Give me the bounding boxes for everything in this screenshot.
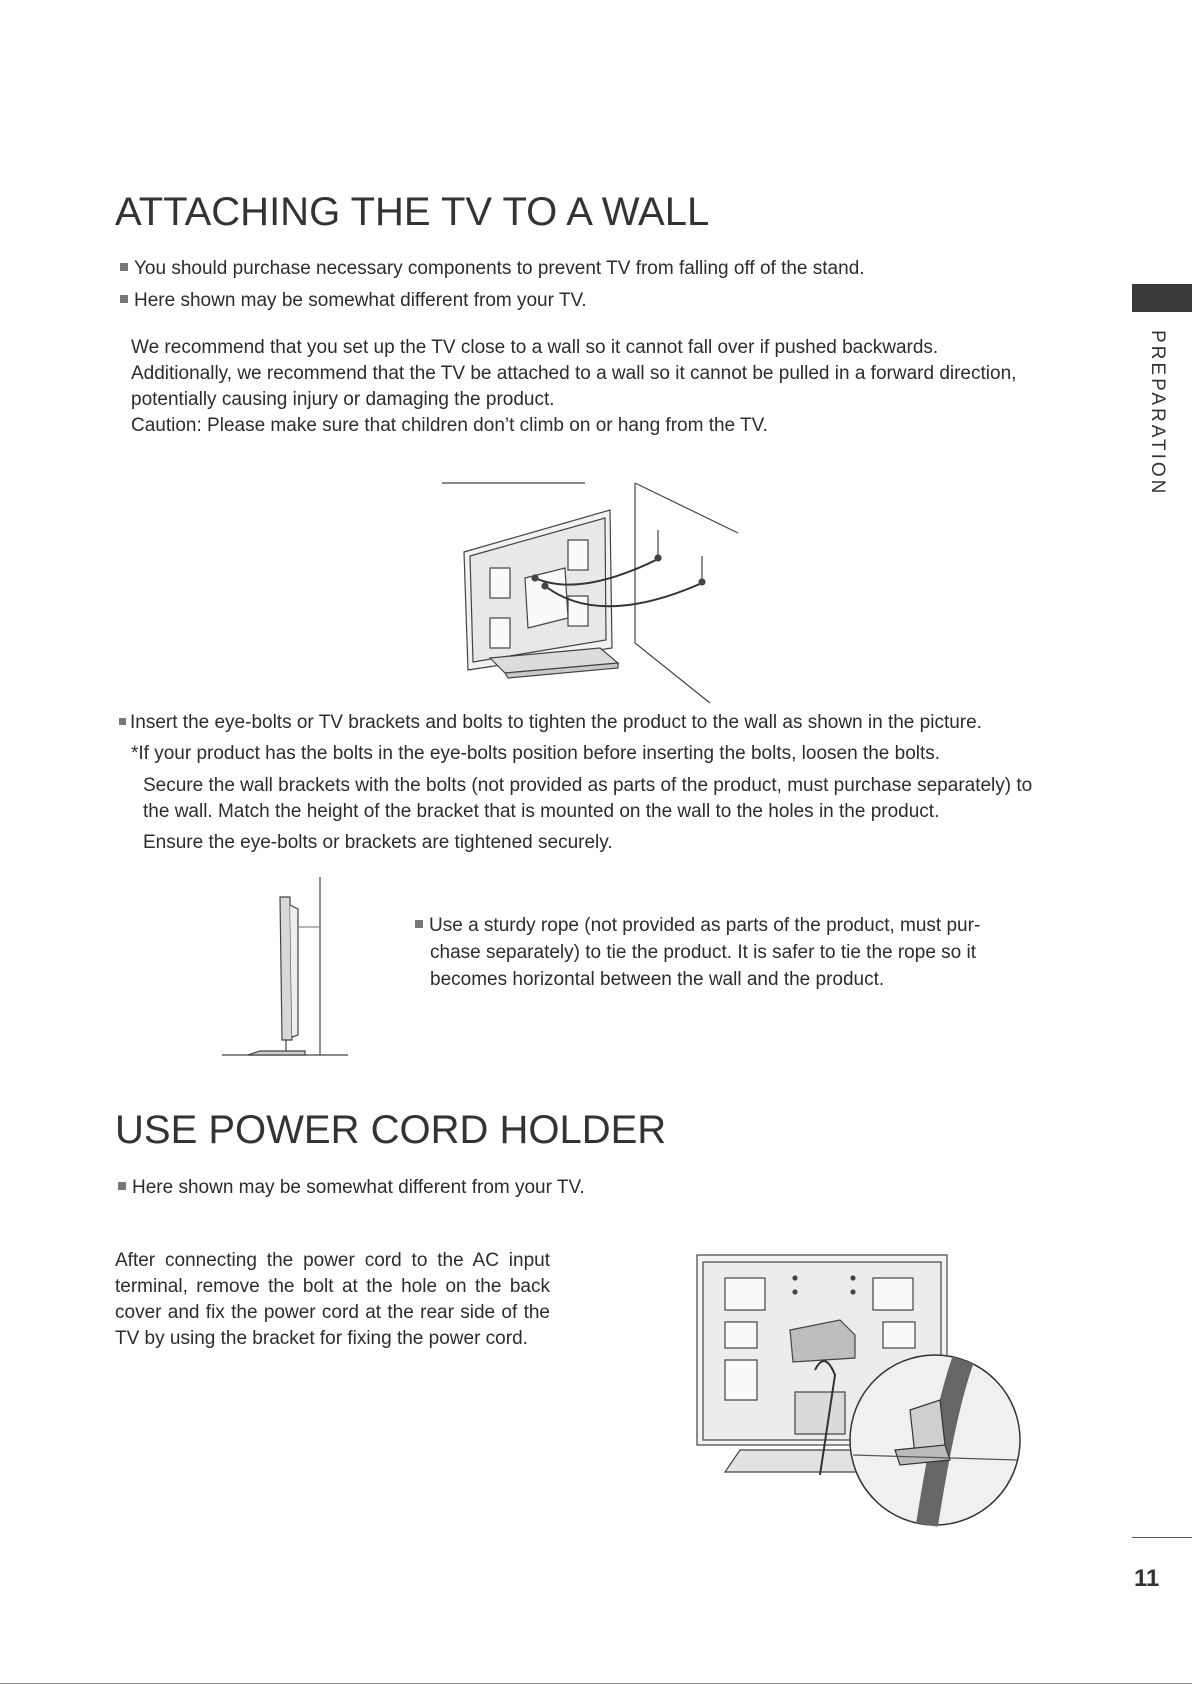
section-title-wall: ATTACHING THE TV TO A WALL (115, 190, 710, 234)
square-bullet-icon (118, 1182, 126, 1190)
page-number-rule (1132, 1537, 1192, 1538)
bullet-item: Here shown may be somewhat different from your TV. (120, 290, 587, 312)
bottom-border (0, 1683, 1192, 1684)
square-bullet-icon (120, 295, 128, 303)
cord-paragraph: After connecting the power cord to the AC input terminal, remove the bolt at the hole on the back cover and fix the power cord at the rear side of the TV by using the bracket for fixing the power cord. (115, 1250, 550, 1349)
bullet-item: Here shown may be somewhat different from your TV. (118, 1177, 585, 1199)
secure-paragraph: Secure the wall brackets with the bolts (not provided as parts of the product, must purchase separately) to the wall. Match the height of the bracket that is mounted on the wall to the holes in the product. (143, 775, 1033, 822)
ensure-text: Ensure the eye-bolts or brackets are tightened securely. (143, 832, 613, 853)
note-text: *If your product has the bolts in the eye-bolts position before inserting the bolts, loosen the bolts. (131, 743, 941, 764)
rope-paragraph: Use a sturdy rope (not provided as parts of the product, must pur- chase separately) to tie the product. It is safer to tie the rope so it becomes horizontal between the wall and the product. (415, 912, 980, 993)
wall-mount-illustration (440, 478, 740, 708)
instruction-bullet: Insert the eye-bolts or TV brackets and bolts to tighten the product to the wall as shown in the picture. (119, 712, 982, 734)
square-bullet-icon (415, 920, 423, 928)
side-view-illustration (220, 875, 350, 1060)
power-cord-illustration (695, 1250, 1030, 1538)
square-bullet-icon (120, 263, 128, 271)
recommendation-paragraph: We recommend that you set up the TV close to a wall so it cannot fall over if pushed backwards. Additionally, we recommend that the TV be attached to a wall so it cannot be pulled in a forward direction, potentially causing injury or damaging the product. Caution: Please make sure that children don’t climb on or hang from the TV. (131, 337, 1017, 436)
bullet-item: You should purchase necessary components to prevent TV from falling off of the stand. (120, 258, 865, 280)
section-tab-marker (1132, 284, 1192, 312)
square-bullet-icon (119, 718, 126, 725)
section-side-label: PREPARATION (1147, 330, 1168, 497)
page-number: 11 (1134, 1565, 1160, 1592)
section-title-cord: USE POWER CORD HOLDER (115, 1108, 667, 1152)
